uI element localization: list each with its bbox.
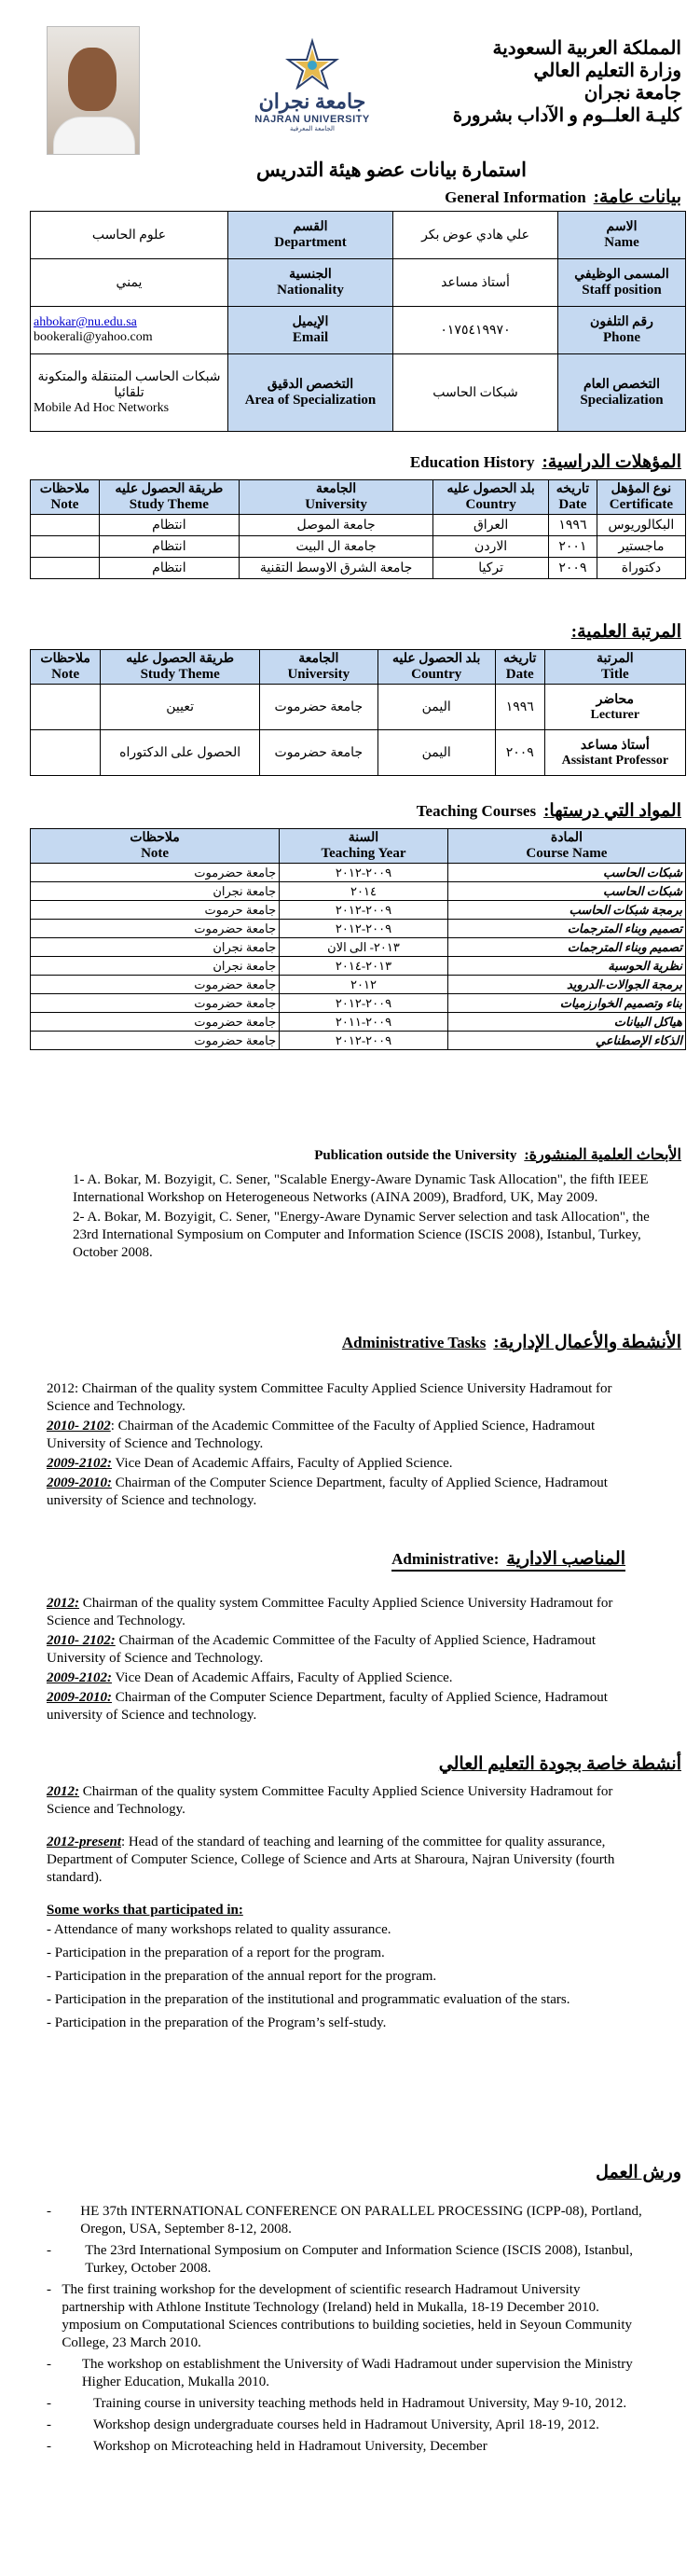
column-header: نوع المؤهل Certificate	[597, 480, 685, 515]
email-link-1[interactable]: ahbokar@nu.edu.sa	[34, 315, 137, 329]
table-cell: البكالوريوس	[597, 515, 685, 536]
admin-position-3: 2009-2102: Vice Dean of Academic Affairs, Faculty of Applied Science.	[47, 1670, 453, 1685]
column-header: الجامعة University	[260, 650, 378, 685]
admin-task-1: 2012: Chairman of the quality system Committee Faculty Applied Science University Hadramout for Science and Technology.	[47, 1381, 612, 1414]
table-cell: تركيا	[433, 558, 549, 579]
quality-works-title: Some works that participated in:	[47, 1903, 243, 1918]
publications-title-en: Publication outside the University	[314, 1148, 517, 1163]
table-cell: شبكات الحاسب	[447, 864, 685, 882]
table-cell	[31, 730, 101, 776]
logo-subtitle: الجامعة المعرفية	[290, 125, 335, 132]
admin-task-4: 2009-2010: Chairman of the Computer Science Department, faculty of Applied Science, Hadramout university of Science and technology.	[47, 1475, 608, 1508]
quality-item-1: 2012: Chairman of the quality system Committee Faculty Applied Science University Hadramout for Science and Technology.	[47, 1784, 613, 1817]
workshop-item: - The 23rd International Symposium on Computer and Information Science (ISCIS 2008), Istanbul, Turkey, October 2008.	[47, 2243, 634, 2276]
admin-tasks-title-en: Administrative Tasks	[341, 1334, 487, 1351]
quality-work-5: - Participation in the preparation of the Program’s self-study.	[47, 2015, 387, 2030]
position-label: المسمى الوظيفي Staff position	[558, 259, 686, 307]
table-row	[31, 536, 686, 558]
column-header: طريقة الحصول عليه Study Theme	[99, 480, 239, 515]
table-row	[31, 920, 686, 938]
table-cell: ٢٠٠١	[549, 536, 597, 558]
table-row	[31, 938, 686, 957]
table-row	[31, 976, 686, 994]
quality-work-2: - Participation in the preparation of a report for the program.	[47, 1946, 385, 1960]
table-row	[31, 994, 686, 1013]
admin-task-2: 2010- 2102: Chairman of the Academic Committee of the Faculty of Applied Science, Hadramout University of Science and Technology.	[47, 1419, 596, 1451]
header-line-4: كليـة العلــوم و الآداب بشرورة	[452, 105, 681, 126]
admin-tasks-list	[47, 1380, 643, 1512]
logo-star-icon	[284, 37, 340, 90]
courses-table	[30, 828, 686, 1050]
publication-1: 1- A. Bokar, M. Bozyigit, C. Sener, "Scalable Energy-Aware Dynamic Task Allocation", the fifth IEEE International Workshop on Heterogeneous Networks (AINA 2009), Bradford, UK, May 2009.	[73, 1172, 649, 1205]
column-header: المرتبة Title	[544, 650, 685, 685]
gen-spec-label: التخصص العام Specialization	[558, 354, 686, 432]
table-cell: ٢٠١٣- الى الان	[280, 938, 448, 957]
column-header: ملاحظات Note	[31, 480, 100, 515]
table-cell: الذكاء الإصطناعي	[447, 1032, 685, 1050]
table-cell: جامعة حضرموت	[31, 976, 280, 994]
workshop-item: - The workshop on establishment the University of Wadi Hadramout under supervision the Ministry Higher Education, Mukalla 2010.	[47, 2357, 633, 2389]
form-title: استمارة بيانات عضو هيئة التدريس	[256, 159, 527, 181]
table-row	[31, 901, 686, 920]
table-cell: اليمن	[377, 730, 495, 776]
table-cell: جامعة حضرموت	[31, 1032, 280, 1050]
courses-title-en: Teaching Courses	[416, 802, 537, 820]
admin-position-2: 2010- 2102: Chairman of the Academic Committee of the Faculty of Applied Science, Hadramout University of Science and Technology.	[47, 1633, 597, 1666]
general-title-ar: بيانات عامة:	[593, 187, 681, 207]
column-header: طريقة الحصول عليه Study Theme	[101, 650, 260, 685]
education-body	[31, 515, 686, 579]
rank-title-ar: المرتبة العلمية:	[570, 622, 681, 642]
publications-section-title	[314, 1145, 681, 1164]
rank-table	[30, 649, 686, 776]
phone-value: ٠١٧٥٤١٩٩٧٠	[393, 307, 558, 354]
quality-work-1: - Attendance of many workshops related to quality assurance.	[47, 1922, 391, 1937]
table-cell: ٢٠٠٩-٢٠١٢	[280, 1032, 448, 1050]
column-header: بلد الحصول عليه Country	[377, 650, 495, 685]
profile-photo	[47, 26, 140, 155]
dept-value: علوم الحاسب	[31, 212, 228, 259]
area-label: التخصص الدقيق Area of Specialization	[228, 354, 393, 432]
column-header: ملاحظات Note	[31, 829, 280, 864]
admin-positions-list	[47, 1595, 643, 1726]
rank-section-title	[571, 621, 681, 643]
table-cell: ماجستير	[597, 536, 685, 558]
table-cell: جامعة حضرموت	[31, 994, 280, 1013]
table-cell: ٢٠٠٩-٢٠١١	[280, 1013, 448, 1032]
column-header: الجامعة University	[239, 480, 432, 515]
quality-work-4: - Participation in the preparation of the institutional and programmatic evaluation of the stars.	[47, 1992, 570, 2007]
face-shape	[68, 48, 117, 111]
column-header: المادة Course Name	[447, 829, 685, 864]
table-cell: هياكل البيانات	[447, 1013, 685, 1032]
table-cell: ٢٠١٤	[280, 882, 448, 901]
courses-section-title	[417, 800, 681, 822]
university-logo	[252, 37, 373, 149]
admin-positions-title-en: Administrative:	[391, 1550, 500, 1568]
column-header: تاريخه Date	[549, 480, 597, 515]
table-cell: جامعة حرموت	[31, 901, 280, 920]
table-row	[31, 864, 686, 882]
table-cell: جامعة الشرق الاوسط التقنية	[239, 558, 432, 579]
email-value	[31, 307, 228, 354]
table-cell: بناء وتصميم الخوارزميات	[447, 994, 685, 1013]
column-header: تاريخه Date	[495, 650, 544, 685]
education-header-row	[31, 480, 686, 515]
table-cell: جامعة نجران	[31, 938, 280, 957]
table-cell: ٢٠١٣-٢٠١٤	[280, 957, 448, 976]
table-cell: محاضر Lecturer	[544, 685, 685, 730]
rank-header-row	[31, 650, 686, 685]
gen-spec-value: شبكات الحاسب	[393, 354, 558, 432]
nationality-value: يمني	[31, 259, 228, 307]
table-cell: جامعة ال البيت	[239, 536, 432, 558]
header-line-3: جامعة نجران	[583, 83, 681, 104]
table-cell: نظرية الحوسبة	[447, 957, 685, 976]
header-line-2: وزارة التعليم العالي	[533, 61, 681, 81]
table-row	[31, 558, 686, 579]
logo-english-name: NAJRAN UNIVERSITY	[254, 114, 370, 125]
column-header: بلد الحصول عليه Country	[433, 480, 549, 515]
education-section-title	[410, 451, 681, 473]
general-section-title	[445, 187, 681, 208]
workshops-title-ar: ورش العمل	[596, 2163, 681, 2182]
logo-arabic-name: جامعة نجران	[258, 90, 366, 113]
table-cell: جامعة نجران	[31, 882, 280, 901]
table-row	[31, 882, 686, 901]
table-cell: ١٩٩٦	[495, 685, 544, 730]
table-cell: الاردن	[433, 536, 549, 558]
table-cell: تعيين	[101, 685, 260, 730]
dept-label: القسم Department	[228, 212, 393, 259]
table-cell: برمجة الجوالات-الدرويد	[447, 976, 685, 994]
workshop-item: - Workshop on Microteaching held in Hadramout University, December	[47, 2439, 487, 2454]
table-cell: اليمن	[377, 685, 495, 730]
courses-header-row	[31, 829, 686, 864]
table-cell	[31, 536, 100, 558]
table-cell: شبكات الحاسب	[447, 882, 685, 901]
workshop-item: - The first training workshop for the development of scientific research Hadramout University partnership with Athlone Institute Technology (Ireland) held in Mukalla, 18-19 December 2010. ymposium on Computational Sciences contributions to building societies, held in Seyoun Community College, 23 March 2010.	[47, 2282, 632, 2350]
table-cell: جامعة الموصل	[239, 515, 432, 536]
table-cell: ٢٠٠٩-٢٠١٢	[280, 901, 448, 920]
table-cell: الحصول على الدكتوراه	[101, 730, 260, 776]
table-row	[31, 730, 686, 776]
table-cell: دكتوراة	[597, 558, 685, 579]
education-table	[30, 479, 686, 579]
table-cell: انتظام	[99, 536, 239, 558]
nationality-label: الجنسية Nationality	[228, 259, 393, 307]
table-cell: ٢٠١٢	[280, 976, 448, 994]
table-cell: جامعة حضرموت	[31, 920, 280, 938]
table-row	[31, 1013, 686, 1032]
table-cell: انتظام	[99, 558, 239, 579]
table-cell: برمجة شبكات الحاسب	[447, 901, 685, 920]
education-title-ar: المؤهلات الدراسية:	[542, 452, 681, 472]
general-title-en: General Information	[445, 188, 586, 206]
table-row	[31, 1032, 686, 1050]
table-cell	[31, 558, 100, 579]
admin-position-1: 2012: Chairman of the quality system Committee Faculty Applied Science University Hadramout for Science and Technology.	[47, 1596, 613, 1628]
quality-item-2: 2012-present: Head of the standard of teaching and learning of the committee for quality assurance, Department of Computer Science, College of Science and Arts at Sharoura, Najran University (fourth standard).	[47, 1835, 615, 1885]
table-cell: أستاذ مساعد Assistant Professor	[544, 730, 685, 776]
header-line-1: المملكة العربية السعودية	[492, 38, 681, 59]
table-cell: تصميم وبناء المترجمات	[447, 938, 685, 957]
admin-positions-section-title	[391, 1548, 625, 1572]
table-cell: ٢٠٠٩	[495, 730, 544, 776]
table-cell: ٢٠٠٩	[549, 558, 597, 579]
email-label: الإيميل Email	[228, 307, 393, 354]
column-header: السنة Teaching Year	[280, 829, 448, 864]
name-label: الاسم Name	[558, 212, 686, 259]
admin-tasks-title-ar: الأنشطة والأعمال الإدارية:	[493, 1333, 681, 1352]
table-cell: ٢٠٠٩-٢٠١٢	[280, 920, 448, 938]
table-row	[31, 515, 686, 536]
email-2: bookerali@yahoo.com	[34, 330, 153, 344]
courses-body	[31, 864, 686, 1050]
admin-tasks-section-title	[342, 1332, 681, 1353]
workshop-item: - Workshop design undergraduate courses held in Hadramout University, April 18-19, 2012.	[47, 2417, 599, 2432]
institution-header	[402, 37, 681, 127]
publication-2: 2- A. Bokar, M. Bozyigit, C. Sener, "Energy-Aware Dynamic Server selection and task Allocation", the 23rd International Symposium on Computer and Information Science (ISCIS 2008), Istanbul, Turkey, October 2008.	[73, 1210, 650, 1260]
general-info-table	[30, 211, 686, 432]
table-cell: جامعة حضرموت	[31, 1013, 280, 1032]
admin-position-4: 2009-2010: Chairman of the Computer Science Department, faculty of Applied Science, Hadramout university of Science and technology.	[47, 1690, 608, 1723]
table-cell: جامعة حضرموت	[260, 685, 378, 730]
table-cell: جامعة حضرموت	[31, 864, 280, 882]
publications-title-ar: الأبحاث العلمية المنشورة:	[524, 1147, 681, 1163]
workshops-section-title	[596, 2162, 681, 2183]
table-cell	[31, 515, 100, 536]
rank-body	[31, 685, 686, 776]
column-header: ملاحظات Note	[31, 650, 101, 685]
table-cell: تصميم وبناء المترجمات	[447, 920, 685, 938]
table-cell: العراق	[433, 515, 549, 536]
quality-title-ar: أنشطة خاصة بجودة التعليم العالي	[438, 1754, 681, 1774]
education-title-en: Education History	[409, 453, 535, 471]
area-value: شبكات الحاسب المتنقلة والمتكونة تلقائيا Mobile Ad Hoc Networks	[31, 354, 228, 432]
workshops-list	[47, 2203, 643, 2459]
table-cell: ٢٠٠٩-٢٠١٢	[280, 994, 448, 1013]
quality-section-title	[439, 1753, 681, 1775]
name-value: علي هادي عوض بكر	[393, 212, 558, 259]
quality-work-3: - Participation in the preparation of the annual report for the program.	[47, 1969, 437, 1984]
table-row	[31, 685, 686, 730]
phone-label: رقم التلفون Phone	[558, 307, 686, 354]
table-cell: ١٩٩٦	[549, 515, 597, 536]
workshop-item: - Training course in university teaching methods held in Hadramout University, May 9-10, 2012.	[47, 2396, 627, 2411]
admin-task-3: 2009-2102: Vice Dean of Academic Affairs, Faculty of Applied Science.	[47, 1456, 453, 1471]
table-row	[31, 957, 686, 976]
admin-positions-title-ar: المناصب الادارية	[506, 1549, 625, 1569]
position-value: أستاذ مساعد	[393, 259, 558, 307]
table-cell: جامعة حضرموت	[260, 730, 378, 776]
courses-title-ar: المواد التي درستها:	[543, 801, 681, 821]
table-cell: جامعة نجران	[31, 957, 280, 976]
shirt-shape	[53, 117, 135, 155]
publications-list	[73, 1171, 651, 1264]
workshop-item: - HE 37th INTERNATIONAL CONFERENCE ON PARALLEL PROCESSING (ICPP-08), Portland, Oregon, USA, September 8-12, 2008.	[47, 2204, 642, 2237]
table-cell: انتظام	[99, 515, 239, 536]
table-cell	[31, 685, 101, 730]
quality-content	[47, 1783, 643, 2034]
table-cell: ٢٠٠٩-٢٠١٢	[280, 864, 448, 882]
